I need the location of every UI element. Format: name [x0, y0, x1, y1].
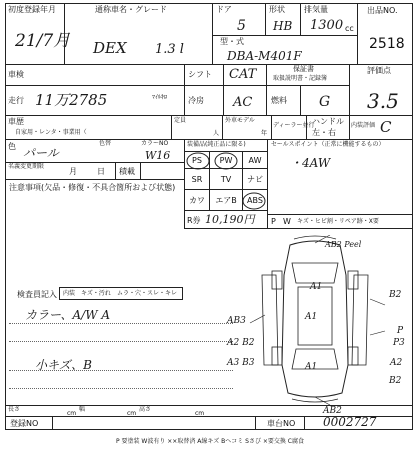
notes-label: 注意事項(欠品・修復・不具合箇所および状態) — [9, 183, 176, 192]
dealer-label: ディーラー並行 — [273, 122, 315, 129]
mileage-unit: ﾏｲﾙｷﾛ — [152, 94, 168, 101]
name-value: DEX — [93, 39, 127, 57]
damage-cat-w: W — [283, 217, 291, 226]
loading-label: 積載 — [119, 167, 135, 176]
notes-line — [9, 341, 233, 342]
inspector-tab: キズ・汚れ — [81, 290, 111, 297]
color-value: パール — [23, 146, 59, 160]
color-change-label: 色替 — [99, 140, 112, 147]
model-value: DBA-M401F — [227, 49, 302, 63]
mileage-value: 11万2785 — [35, 91, 108, 109]
door-label: ドア — [216, 5, 232, 14]
displacement-value: 1300 — [310, 18, 344, 33]
exterior-model-unit: 年 — [261, 130, 268, 137]
day-label: 日 — [97, 167, 105, 176]
sales-point-value: ・4AW — [290, 156, 331, 170]
damage-mark: B2 — [389, 290, 402, 300]
inspector-tab: 内装 — [63, 290, 76, 297]
auction-sheet — [5, 3, 413, 430]
warranty-label: 保証書 — [293, 65, 314, 73]
r-label: R券 — [187, 216, 201, 225]
name-label: 通称車名・グレード — [95, 5, 167, 14]
first-reg-value: 21/7月 — [15, 31, 71, 51]
mileage-label: 走行 — [8, 96, 24, 105]
damage-cat-label: キズ・ヒビ割・リペア跡・X要 — [297, 218, 379, 225]
damage-mark: A1 — [310, 282, 323, 292]
equipment-item: SR — [185, 169, 210, 190]
capacity-unit: 人 — [213, 130, 220, 137]
equipment-item: AW — [243, 152, 268, 169]
notes-line — [9, 388, 233, 389]
chassis-label: 車台NO — [267, 419, 296, 428]
history-sub: 自家用・レンタ・事業用（ — [15, 129, 87, 136]
grade-value: 1.3 l — [155, 42, 184, 57]
equipment-circles — [184, 151, 268, 211]
sales-point-label: セールスポイント（正常に機能するもの） — [271, 141, 385, 148]
equipment-item: PS — [185, 152, 210, 169]
rating-label: 評価点 — [367, 66, 391, 75]
reg-no-label: 登録NO — [10, 419, 39, 428]
notes-line — [9, 323, 233, 324]
inspection-cell — [5, 64, 185, 86]
length-unit: cm — [67, 410, 77, 417]
damage-mark: A3 B3 — [227, 358, 255, 368]
ac-label: 冷房 — [188, 96, 204, 105]
model-label: 型・式 — [220, 37, 244, 46]
rating-value: 3.5 — [367, 89, 399, 113]
month-label: 月 — [69, 167, 77, 176]
interior-value: C — [380, 118, 392, 136]
length-label: 長さ — [8, 406, 21, 413]
handle-value: 左・右 — [312, 128, 336, 137]
displacement-unit: cc — [345, 24, 354, 33]
displacement-label: 排気量 — [304, 5, 328, 14]
equipment-label: 装備品(純正品に限る) — [187, 141, 246, 148]
inspection-label: 車検 — [8, 70, 24, 79]
inspector-line-2: 小キズ、B — [35, 358, 92, 372]
color-no-value: W16 — [145, 149, 171, 162]
damage-mark: A1 — [305, 362, 318, 372]
ac-value: AC — [233, 95, 253, 110]
warranty-sub: 取扱説明書・記録簿 — [273, 75, 328, 82]
inspector-tab: ムラ・穴・スレ・キレ — [117, 290, 177, 297]
height-label: 高さ — [139, 406, 152, 413]
shape-value: HB — [273, 19, 293, 33]
shape-label: 形状 — [269, 5, 285, 14]
damage-legend: P 要塗装 W波有り ××取替済 A線キズ Bヘコミ Sさび ×要交換 C腐食 — [116, 438, 304, 445]
door-value: 5 — [237, 18, 246, 34]
handle-label: ハンドル — [312, 117, 344, 126]
inspector-line-1: カラー、A/W A — [25, 308, 111, 322]
damage-mark: AB2 — [323, 406, 342, 416]
equipment-item: PW — [209, 152, 242, 169]
exterior-model-label: 外車モデル — [225, 117, 255, 124]
damage-mark: AB2 Peel — [325, 240, 362, 249]
width-unit: cm — [127, 410, 137, 417]
inspector-label: 検査員記入 — [17, 290, 57, 299]
r-value: 10,190円 — [205, 213, 255, 226]
height-unit: cm — [195, 410, 205, 417]
shift-value: CAT — [229, 67, 257, 82]
damage-mark: P — [397, 326, 404, 336]
equipment-item: カワ — [185, 190, 210, 211]
damage-mark: B2 — [389, 376, 402, 386]
equipment-item: エアB — [209, 190, 242, 211]
width-label: 幅 — [79, 406, 86, 413]
fuel-value: G — [319, 94, 331, 110]
damage-mark: AB3 — [227, 316, 246, 326]
color-no-label: カラーNO — [141, 140, 169, 147]
damage-mark: P3 — [393, 338, 405, 348]
history-label: 車歴 — [8, 117, 24, 126]
shift-label: シフト — [188, 70, 212, 79]
damage-mark: A2 — [390, 358, 403, 368]
interior-label: 内装評価 — [351, 122, 376, 129]
history-cell — [5, 115, 172, 140]
damage-mark: A2 B2 — [227, 338, 255, 348]
equipment-item: TV — [209, 169, 242, 190]
capacity-label: 定員 — [174, 117, 187, 124]
color-label: 色 — [8, 142, 16, 151]
name-change-label: 名義変更期限 — [8, 163, 45, 170]
lot-value: 2518 — [369, 36, 405, 52]
equipment-item: ABS — [243, 190, 268, 211]
damage-mark: A1 — [305, 312, 318, 322]
first-reg-label: 初度登録年月 — [8, 5, 56, 14]
chassis-value: 0002727 — [323, 415, 377, 429]
sales-point-cell — [267, 139, 413, 215]
damage-cat-p: P — [271, 217, 276, 226]
lot-label: 出品NO. — [367, 6, 398, 15]
equipment-item: ナビ — [243, 169, 268, 190]
fuel-label: 燃料 — [271, 96, 287, 105]
